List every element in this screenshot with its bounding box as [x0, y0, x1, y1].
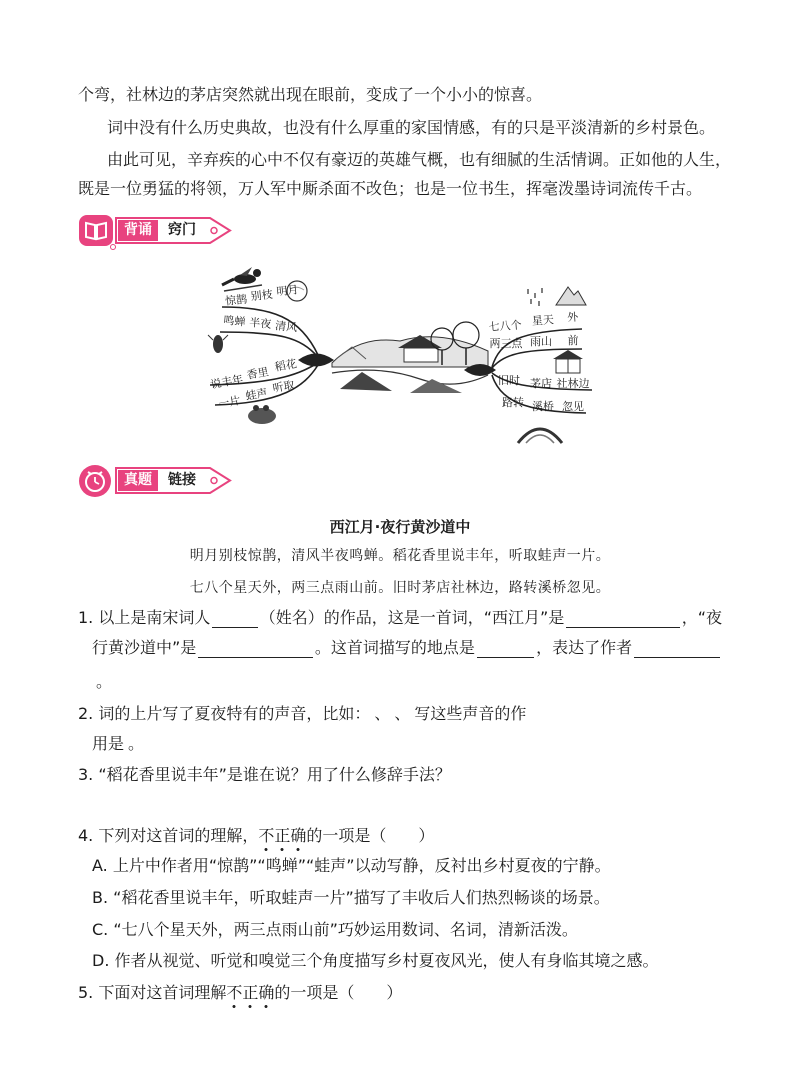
question-text: 的一项是（ ） — [274, 983, 403, 1002]
intro-line-1: 个弯，社林边的茅店突然就出现在眼前，变成了一个小小的惊喜。 — [78, 85, 543, 104]
question-1-line-3 — [92, 672, 722, 692]
mind-map — [0, 255, 800, 455]
mm-word: 忽见 — [562, 400, 584, 413]
mm-word: 社林边 — [556, 377, 590, 390]
answer-blank-subtitle[interactable] — [198, 639, 313, 658]
left-junction — [298, 354, 334, 367]
mm-word: 惊鹊 — [224, 292, 248, 308]
mm-word: 旧时 — [498, 374, 520, 387]
option-d[interactable]: D. 作者从视觉、听觉和嗅觉三个角度描写乡村夏夜风光，使人有身临其境之感。 — [92, 951, 659, 970]
mm-word: 蛙声 — [244, 386, 269, 403]
mm-word: 星天 — [531, 313, 555, 328]
mm-word: 香里 — [245, 365, 270, 382]
mm-word: 明月 — [275, 283, 300, 299]
question-text: ，“夜 — [681, 608, 722, 627]
bridge-icon — [518, 429, 562, 443]
intro-line-3: 由此可见，辛弃疾的心中不仅有豪迈的英雄气概，也有细腻的生活情调。正如他的人生， — [107, 150, 732, 169]
mm-word: 半夜 — [248, 316, 272, 331]
mm-word: 前 — [567, 334, 579, 347]
banner-tag-primary: 真题 — [124, 472, 152, 488]
mm-word: 两三点 — [489, 337, 523, 350]
banner-tag-primary: 背诵 — [124, 222, 152, 238]
magpie-icon — [222, 267, 262, 291]
option-c[interactable]: C. “七八个星天外，两三点雨山前”巧妙运用数词、名词，清新活泼。 — [92, 920, 578, 939]
separator: 、 — [394, 704, 411, 723]
right-branch-2 — [490, 333, 579, 350]
question-text: 4. 下列对这首词的理解， — [78, 826, 259, 845]
mm-word: 鸣蝉 — [222, 313, 246, 329]
intro-line-2: 词中没有什么历史典故，也没有什么厚重的家国情感，有的只是平淡清新的乡村景色。 — [107, 118, 716, 137]
mm-word: 路转 — [502, 396, 524, 409]
left-branch-2 — [223, 313, 298, 334]
right-branch-3 — [498, 373, 590, 390]
banner-shape — [78, 464, 238, 498]
question-1-line-1 — [78, 608, 722, 628]
mm-word: 七八个 — [488, 318, 523, 334]
mm-word: 雨山 — [530, 335, 552, 348]
emphasis-text: 不正确 — [226, 983, 274, 1009]
question-text: （姓名）的作品，这是一首词，“西江月”是 — [259, 608, 565, 627]
question-text: ，表达了作者 — [536, 638, 633, 657]
answer-blank-place[interactable] — [477, 639, 534, 658]
rain-icon — [528, 288, 542, 306]
question-3: 3. “稻花香里说丰年”是谁在说？用了什么修辞手法？ — [78, 765, 451, 784]
emphasis-text: 不正确 — [258, 826, 306, 852]
question-text: 用是 — [92, 734, 125, 753]
mm-word: 茅店 — [530, 377, 552, 390]
inn-icon — [553, 350, 583, 373]
mm-word: 听取 — [271, 378, 296, 396]
mm-word: 说丰年 — [209, 372, 245, 392]
question-5 — [78, 983, 402, 1003]
banner-shape — [78, 214, 238, 248]
mm-word: 溪桥 — [532, 400, 554, 413]
right-branch-4 — [502, 395, 584, 413]
section-banner-recite — [78, 214, 238, 248]
mm-word: 稻花 — [273, 357, 298, 374]
mm-word: 一片 — [217, 394, 242, 411]
mm-word: 清风 — [274, 319, 298, 335]
option-a[interactable]: A. 上片中作者用“惊鹊”“鸣蝉”“蛙声”以动写静，反衬出乡村夏夜的宁静。 — [92, 856, 611, 875]
poem-line-1: 明月别枝惊鹊，清风半夜鸣蝉。稻花香里说丰年，听取蛙声一片。 — [189, 548, 611, 564]
separator: 、 — [374, 704, 391, 723]
poem-line-2: 七八个星天外，两三点雨山前。旧时茅店社林边，路转溪桥忽见。 — [189, 580, 611, 596]
flower-decoration — [108, 242, 118, 252]
question-text: 写这些声音的作 — [414, 704, 527, 723]
question-2-line-1 — [78, 704, 722, 724]
question-text: 。 — [128, 734, 145, 753]
question-2-line-2 — [92, 734, 722, 754]
answer-blank-xijiangyue[interactable] — [566, 609, 679, 628]
banner-tag-secondary: 窍门 — [168, 222, 196, 238]
question-4 — [78, 826, 434, 846]
option-b[interactable]: B. “稻花香里说丰年，听取蛙声一片”描写了丰收后人们热烈畅谈的场景。 — [92, 888, 610, 907]
question-text: 行黄沙道中”是 — [92, 638, 197, 657]
question-text: 的一项是（ ） — [306, 826, 435, 845]
question-text: 5. 下面对这首词理解 — [78, 983, 227, 1002]
mm-word: 外 — [566, 310, 579, 325]
mountain-icon — [556, 287, 586, 305]
cicada-icon — [208, 335, 228, 353]
answer-blank-author[interactable] — [212, 609, 257, 628]
question-text: 2. 词的上片写了夏夜特有的声音，比如： — [78, 704, 371, 723]
question-text: 。 — [96, 672, 113, 691]
intro-line-4: 既是一位勇猛的将领，万人军中厮杀面不改色；也是一位书生，挥毫泼墨诗词流传千古。 — [78, 179, 703, 198]
answer-blank-feeling[interactable] — [634, 639, 720, 658]
question-text: 1. 以上是南宋词人 — [78, 608, 211, 627]
poem-title: 西江月·夜行黄沙道中 — [329, 518, 471, 536]
question-1-line-2 — [92, 638, 722, 658]
question-text: 。这首词描写的地点是 — [314, 638, 475, 657]
left-branch-1 — [224, 283, 299, 308]
village-landscape — [332, 322, 488, 393]
question-3-answer-line — [92, 792, 722, 811]
banner-tag-secondary: 链接 — [168, 472, 196, 488]
section-banner-exam — [78, 464, 238, 498]
mm-word: 别枝 — [250, 287, 274, 304]
frog-icon — [248, 405, 276, 424]
